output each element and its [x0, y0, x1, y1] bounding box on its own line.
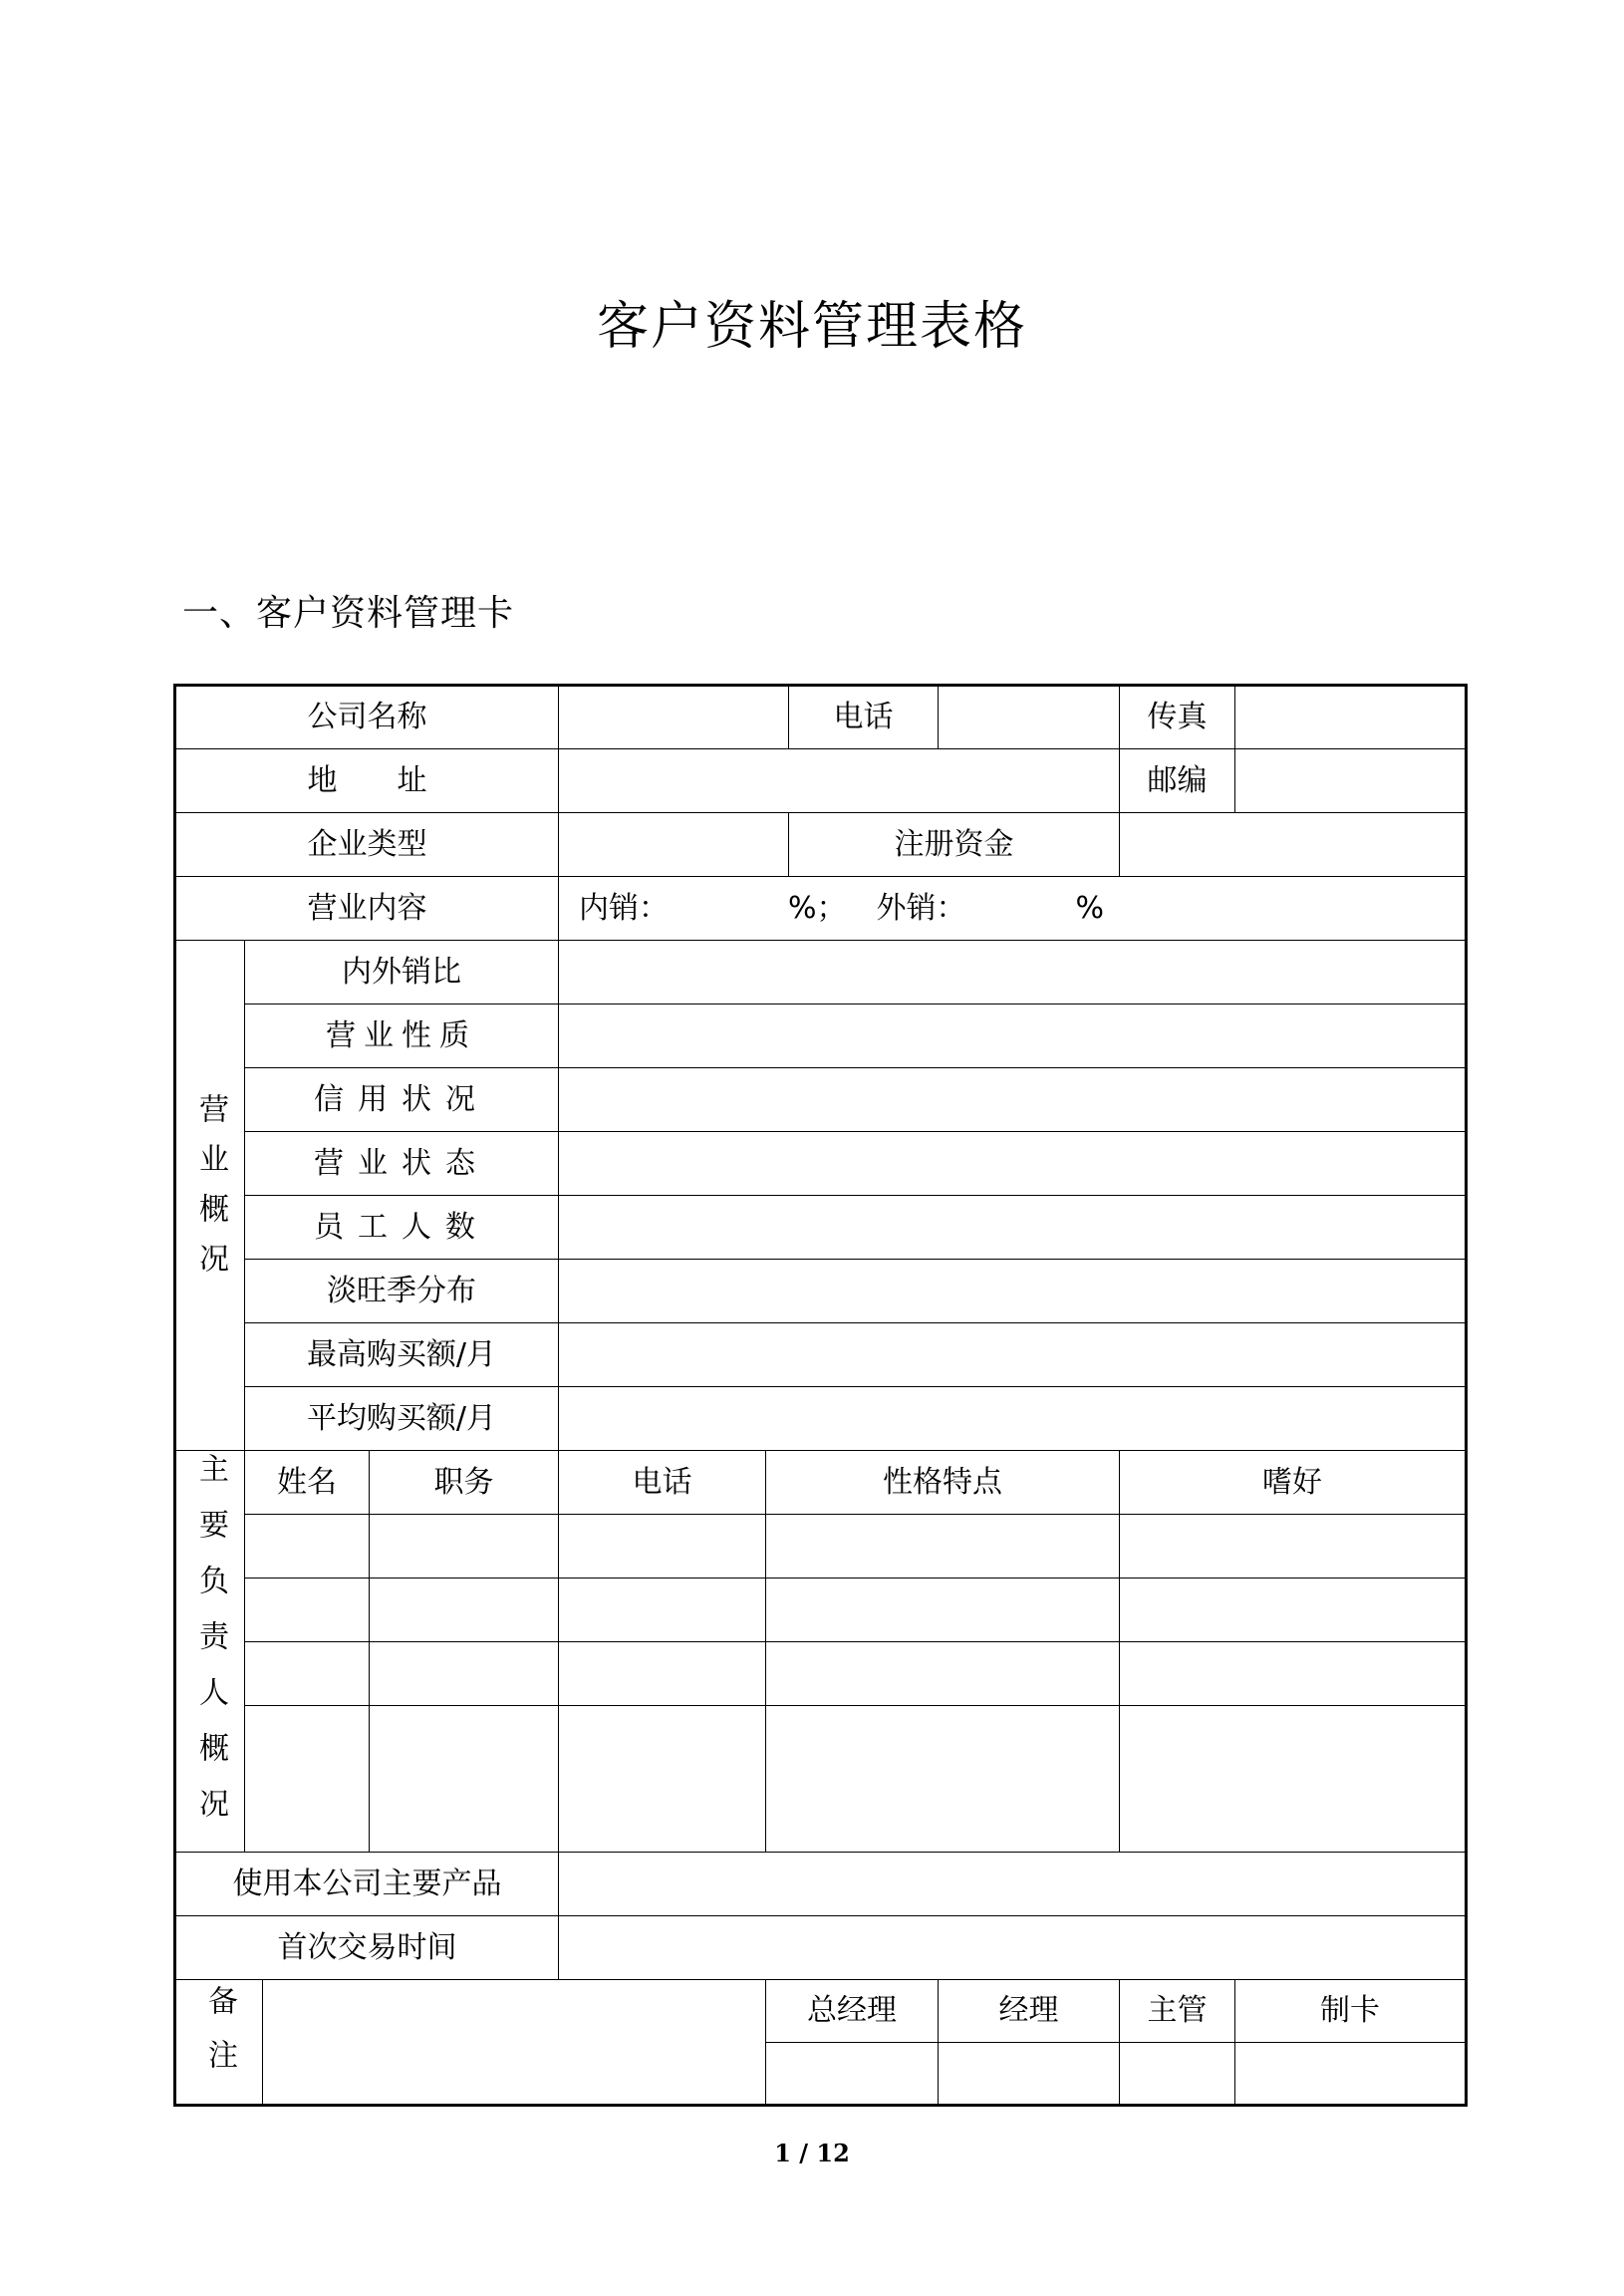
contact-phone-cell[interactable]: [559, 1578, 766, 1642]
label-gm: 总经理: [766, 1980, 939, 2043]
header-hobby: 嗜好: [1120, 1451, 1467, 1515]
label-overview-row: 营业性质: [245, 1004, 559, 1068]
field-overview-row[interactable]: [559, 1068, 1467, 1132]
label-domestic: 内销：: [579, 890, 669, 926]
field-address[interactable]: [559, 749, 1120, 813]
field-remarks[interactable]: [263, 1980, 766, 2106]
header-phone: 电话: [559, 1451, 766, 1515]
contact-name-cell[interactable]: [245, 1642, 370, 1706]
label-overview-row: 内外销比: [245, 941, 559, 1004]
sign-card-maker[interactable]: [1235, 2043, 1467, 2106]
label-supervisor: 主管: [1120, 1980, 1235, 2043]
field-overview-row[interactable]: [559, 1132, 1467, 1196]
field-fax[interactable]: [1235, 686, 1467, 749]
contact-phone-cell[interactable]: [559, 1515, 766, 1578]
label-company-type: 企业类型: [175, 813, 559, 877]
label-overview-row: 平均购买额/月: [245, 1387, 559, 1451]
group-business-overview-label: 营业概况: [193, 1092, 228, 1292]
contact-name-cell[interactable]: [245, 1706, 370, 1853]
field-overview-row[interactable]: [559, 1387, 1467, 1451]
contact-hobby-cell[interactable]: [1120, 1642, 1467, 1706]
contact-title-cell[interactable]: [370, 1578, 559, 1642]
label-main-products: 使用本公司主要产品: [175, 1853, 559, 1916]
label-company-name: 公司名称: [175, 686, 559, 749]
label-first-trade-time: 首次交易时间: [175, 1916, 559, 1980]
field-overview-row[interactable]: [559, 1004, 1467, 1068]
sign-manager[interactable]: [939, 2043, 1120, 2106]
field-overview-row[interactable]: [559, 941, 1467, 1004]
label-business-content: 营业内容: [175, 877, 559, 941]
contact-title-cell[interactable]: [370, 1706, 559, 1853]
contact-personality-cell[interactable]: [766, 1578, 1120, 1642]
contact-phone-cell[interactable]: [559, 1706, 766, 1853]
section-title: 一、客户资料管理卡: [182, 593, 515, 634]
contact-personality-cell[interactable]: [766, 1706, 1120, 1853]
contact-phone-cell[interactable]: [559, 1642, 766, 1706]
field-first-trade-time[interactable]: [559, 1916, 1467, 1980]
contact-personality-cell[interactable]: [766, 1642, 1120, 1706]
contact-hobby-cell[interactable]: [1120, 1578, 1467, 1642]
label-remarks: [175, 1980, 263, 2106]
contact-personality-cell[interactable]: [766, 1515, 1120, 1578]
label-overview-row: 员工人数: [245, 1196, 559, 1260]
customer-info-card: [173, 684, 1468, 2107]
header-personality: 性格特点: [766, 1451, 1120, 1515]
contact-hobby-cell[interactable]: [1120, 1706, 1467, 1853]
header-name: 姓名: [245, 1451, 370, 1515]
contact-title-cell[interactable]: [370, 1515, 559, 1578]
label-percent-semicolon: %；: [788, 890, 847, 926]
header-title: 职务: [370, 1451, 559, 1515]
label-remarks-text: 备注: [202, 1985, 237, 2093]
field-company-name[interactable]: [559, 686, 789, 749]
field-overview-row[interactable]: [559, 1260, 1467, 1323]
label-overview-row: 最高购买额/月: [245, 1323, 559, 1387]
label-overview-row: 淡旺季分布: [245, 1260, 559, 1323]
label-address: 地 址: [175, 749, 559, 813]
label-postcode: 邮编: [1120, 749, 1235, 813]
sign-gm[interactable]: [766, 2043, 939, 2106]
field-company-type[interactable]: [559, 813, 789, 877]
label-manager: 经理: [939, 1980, 1120, 2043]
field-registered-capital[interactable]: [1120, 813, 1467, 877]
contact-hobby-cell[interactable]: [1120, 1515, 1467, 1578]
field-postcode[interactable]: [1235, 749, 1467, 813]
group-contacts-label: 主要负责人概况: [193, 1453, 228, 1844]
label-percent: %: [1075, 890, 1105, 926]
label-overview-row: 营业状态: [245, 1132, 559, 1196]
field-sales-ratio[interactable]: [559, 877, 1467, 941]
sales-ratio-line: [579, 890, 1105, 926]
group-business-overview: [175, 941, 245, 1451]
label-card-maker: 制卡: [1235, 1980, 1467, 2043]
label-registered-capital: 注册资金: [789, 813, 1120, 877]
label-fax: 传真: [1120, 686, 1235, 749]
field-phone[interactable]: [939, 686, 1120, 749]
group-contacts: [175, 1451, 245, 1853]
label-export: 外销：: [876, 890, 966, 926]
field-main-products[interactable]: [559, 1853, 1467, 1916]
field-overview-row[interactable]: [559, 1323, 1467, 1387]
page-number: 1 / 12: [774, 2139, 850, 2167]
page-title: 客户资料管理表格: [596, 297, 1027, 357]
label-overview-row: 信用状况: [245, 1068, 559, 1132]
contact-name-cell[interactable]: [245, 1515, 370, 1578]
label-phone: 电话: [789, 686, 939, 749]
contact-name-cell[interactable]: [245, 1578, 370, 1642]
sign-supervisor[interactable]: [1120, 2043, 1235, 2106]
contact-title-cell[interactable]: [370, 1642, 559, 1706]
field-overview-row[interactable]: [559, 1196, 1467, 1260]
